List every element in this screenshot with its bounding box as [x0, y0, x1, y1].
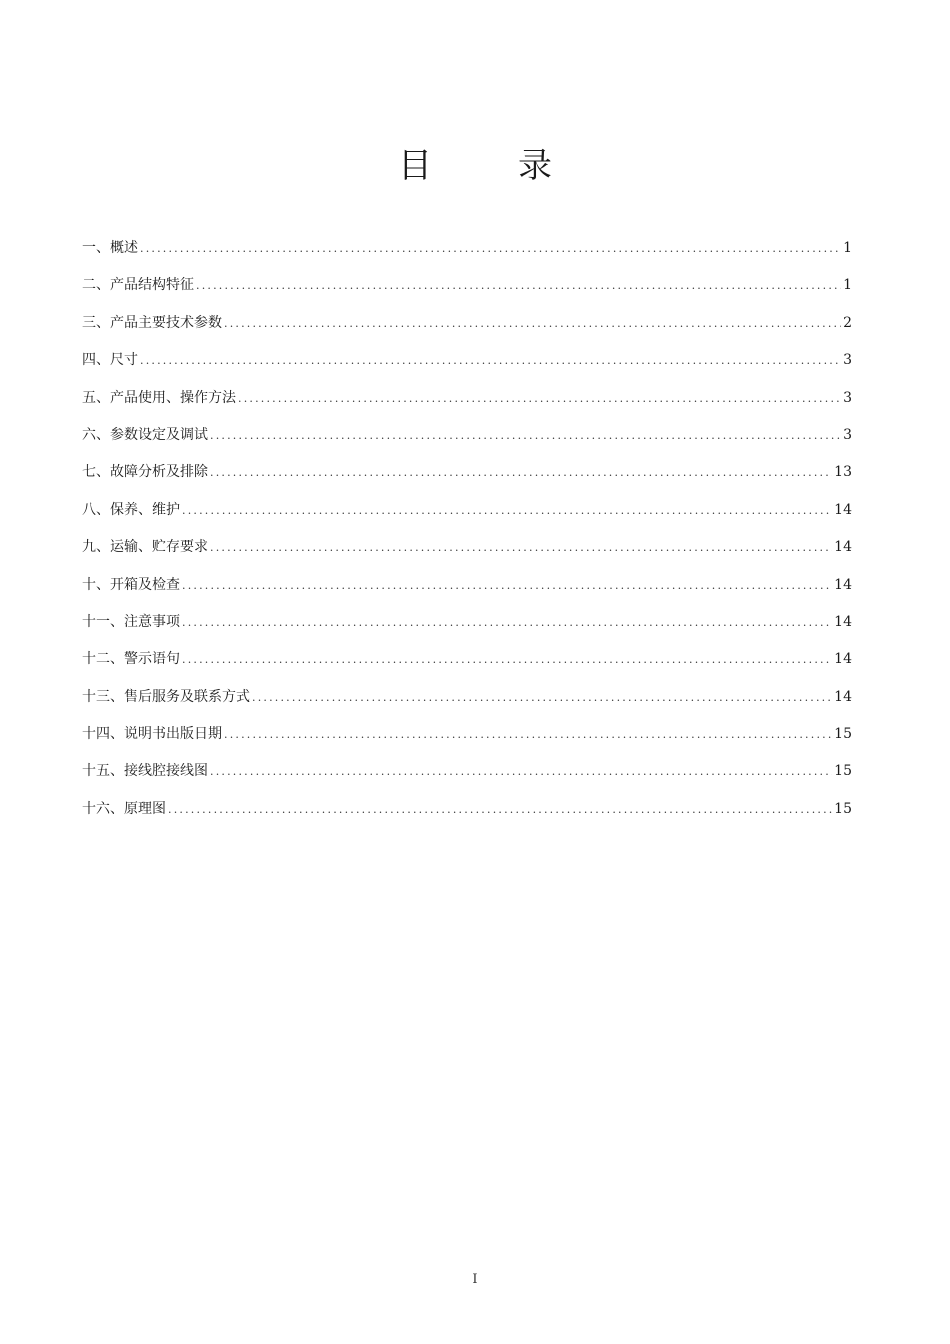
toc-entry-label: 二、产品结构特征: [82, 277, 194, 294]
toc-entry-page: 14: [834, 651, 852, 668]
toc-entry[interactable]: [82, 679, 852, 716]
toc-entry-page: 14: [834, 539, 852, 556]
toc-entry[interactable]: [82, 567, 852, 604]
toc-entry[interactable]: [82, 753, 852, 790]
toc-entry-label: 一、概述: [82, 240, 138, 256]
toc-entry-label: 十三、售后服务及联系方式: [82, 688, 250, 705]
toc-entry-label: 五、产品使用、操作方法: [82, 389, 236, 406]
toc-dot-leader: [140, 230, 841, 267]
toc-dot-leader: [168, 791, 832, 828]
title-char-1: 目: [398, 146, 432, 186]
toc-entry-label: 十四、说明书出版日期: [82, 726, 222, 743]
toc-entry-label: 八、保养、维护: [82, 501, 180, 518]
toc-entry-page: 14: [834, 576, 852, 593]
toc-entry[interactable]: [82, 342, 852, 379]
toc-entry-label: 九、运输、贮存要求: [82, 539, 208, 556]
toc-entry[interactable]: [82, 529, 852, 566]
toc-entry-page: 3: [843, 426, 852, 443]
toc-dot-leader: [210, 454, 832, 491]
table-of-contents: [82, 230, 852, 828]
toc-entry[interactable]: [82, 641, 852, 678]
title-char-2: 录: [518, 146, 552, 186]
toc-entry-label: 十二、警示语句: [82, 651, 180, 668]
toc-entry-label: 四、尺寸: [82, 352, 138, 369]
toc-entry[interactable]: [82, 380, 852, 417]
toc-dot-leader: [210, 753, 832, 790]
toc-dot-leader: [140, 342, 841, 379]
toc-entry-label: 十六、原理图: [82, 800, 166, 817]
toc-entry-label: 三、产品主要技术参数: [82, 314, 222, 331]
toc-dot-leader: [196, 267, 841, 304]
toc-dot-leader: [224, 305, 841, 342]
toc-entry-label: 七、故障分析及排除: [82, 464, 208, 481]
toc-entry[interactable]: [82, 267, 852, 304]
toc-entry-page: 1: [843, 277, 852, 294]
toc-entry-page: 3: [843, 389, 852, 406]
toc-entry-page: 14: [834, 501, 852, 518]
toc-dot-leader: [224, 716, 832, 753]
toc-entry-page: 1: [843, 240, 852, 256]
toc-entry[interactable]: [82, 230, 852, 267]
toc-dot-leader: [210, 417, 841, 454]
toc-entry-label: 十五、接线腔接线图: [82, 763, 208, 780]
toc-entry-page: 3: [843, 352, 852, 369]
toc-entry-page: 14: [834, 688, 852, 705]
toc-entry-page: 15: [834, 726, 852, 743]
toc-entry-page: 15: [834, 763, 852, 780]
toc-entry-page: 14: [834, 613, 852, 630]
toc-entry-page: 13: [834, 464, 852, 481]
toc-entry[interactable]: [82, 791, 852, 828]
toc-dot-leader: [182, 604, 832, 641]
toc-dot-leader: [182, 567, 832, 604]
toc-entry[interactable]: [82, 417, 852, 454]
toc-entry-page: 2: [843, 314, 852, 331]
toc-entry[interactable]: [82, 454, 852, 491]
toc-dot-leader: [182, 641, 832, 678]
toc-entry-label: 六、参数设定及调试: [82, 426, 208, 443]
toc-entry-label: 十一、注意事项: [82, 613, 180, 630]
page-title: [0, 140, 950, 192]
toc-entry[interactable]: [82, 492, 852, 529]
toc-entry[interactable]: [82, 305, 852, 342]
toc-dot-leader: [238, 380, 841, 417]
toc-entry[interactable]: [82, 604, 852, 641]
page-number-footer: I: [472, 1272, 478, 1287]
toc-dot-leader: [252, 679, 832, 716]
toc-entry-label: 十、开箱及检查: [82, 576, 180, 593]
toc-dot-leader: [182, 492, 832, 529]
toc-dot-leader: [210, 529, 832, 566]
toc-entry-page: 15: [834, 800, 852, 817]
toc-entry[interactable]: [82, 716, 852, 753]
